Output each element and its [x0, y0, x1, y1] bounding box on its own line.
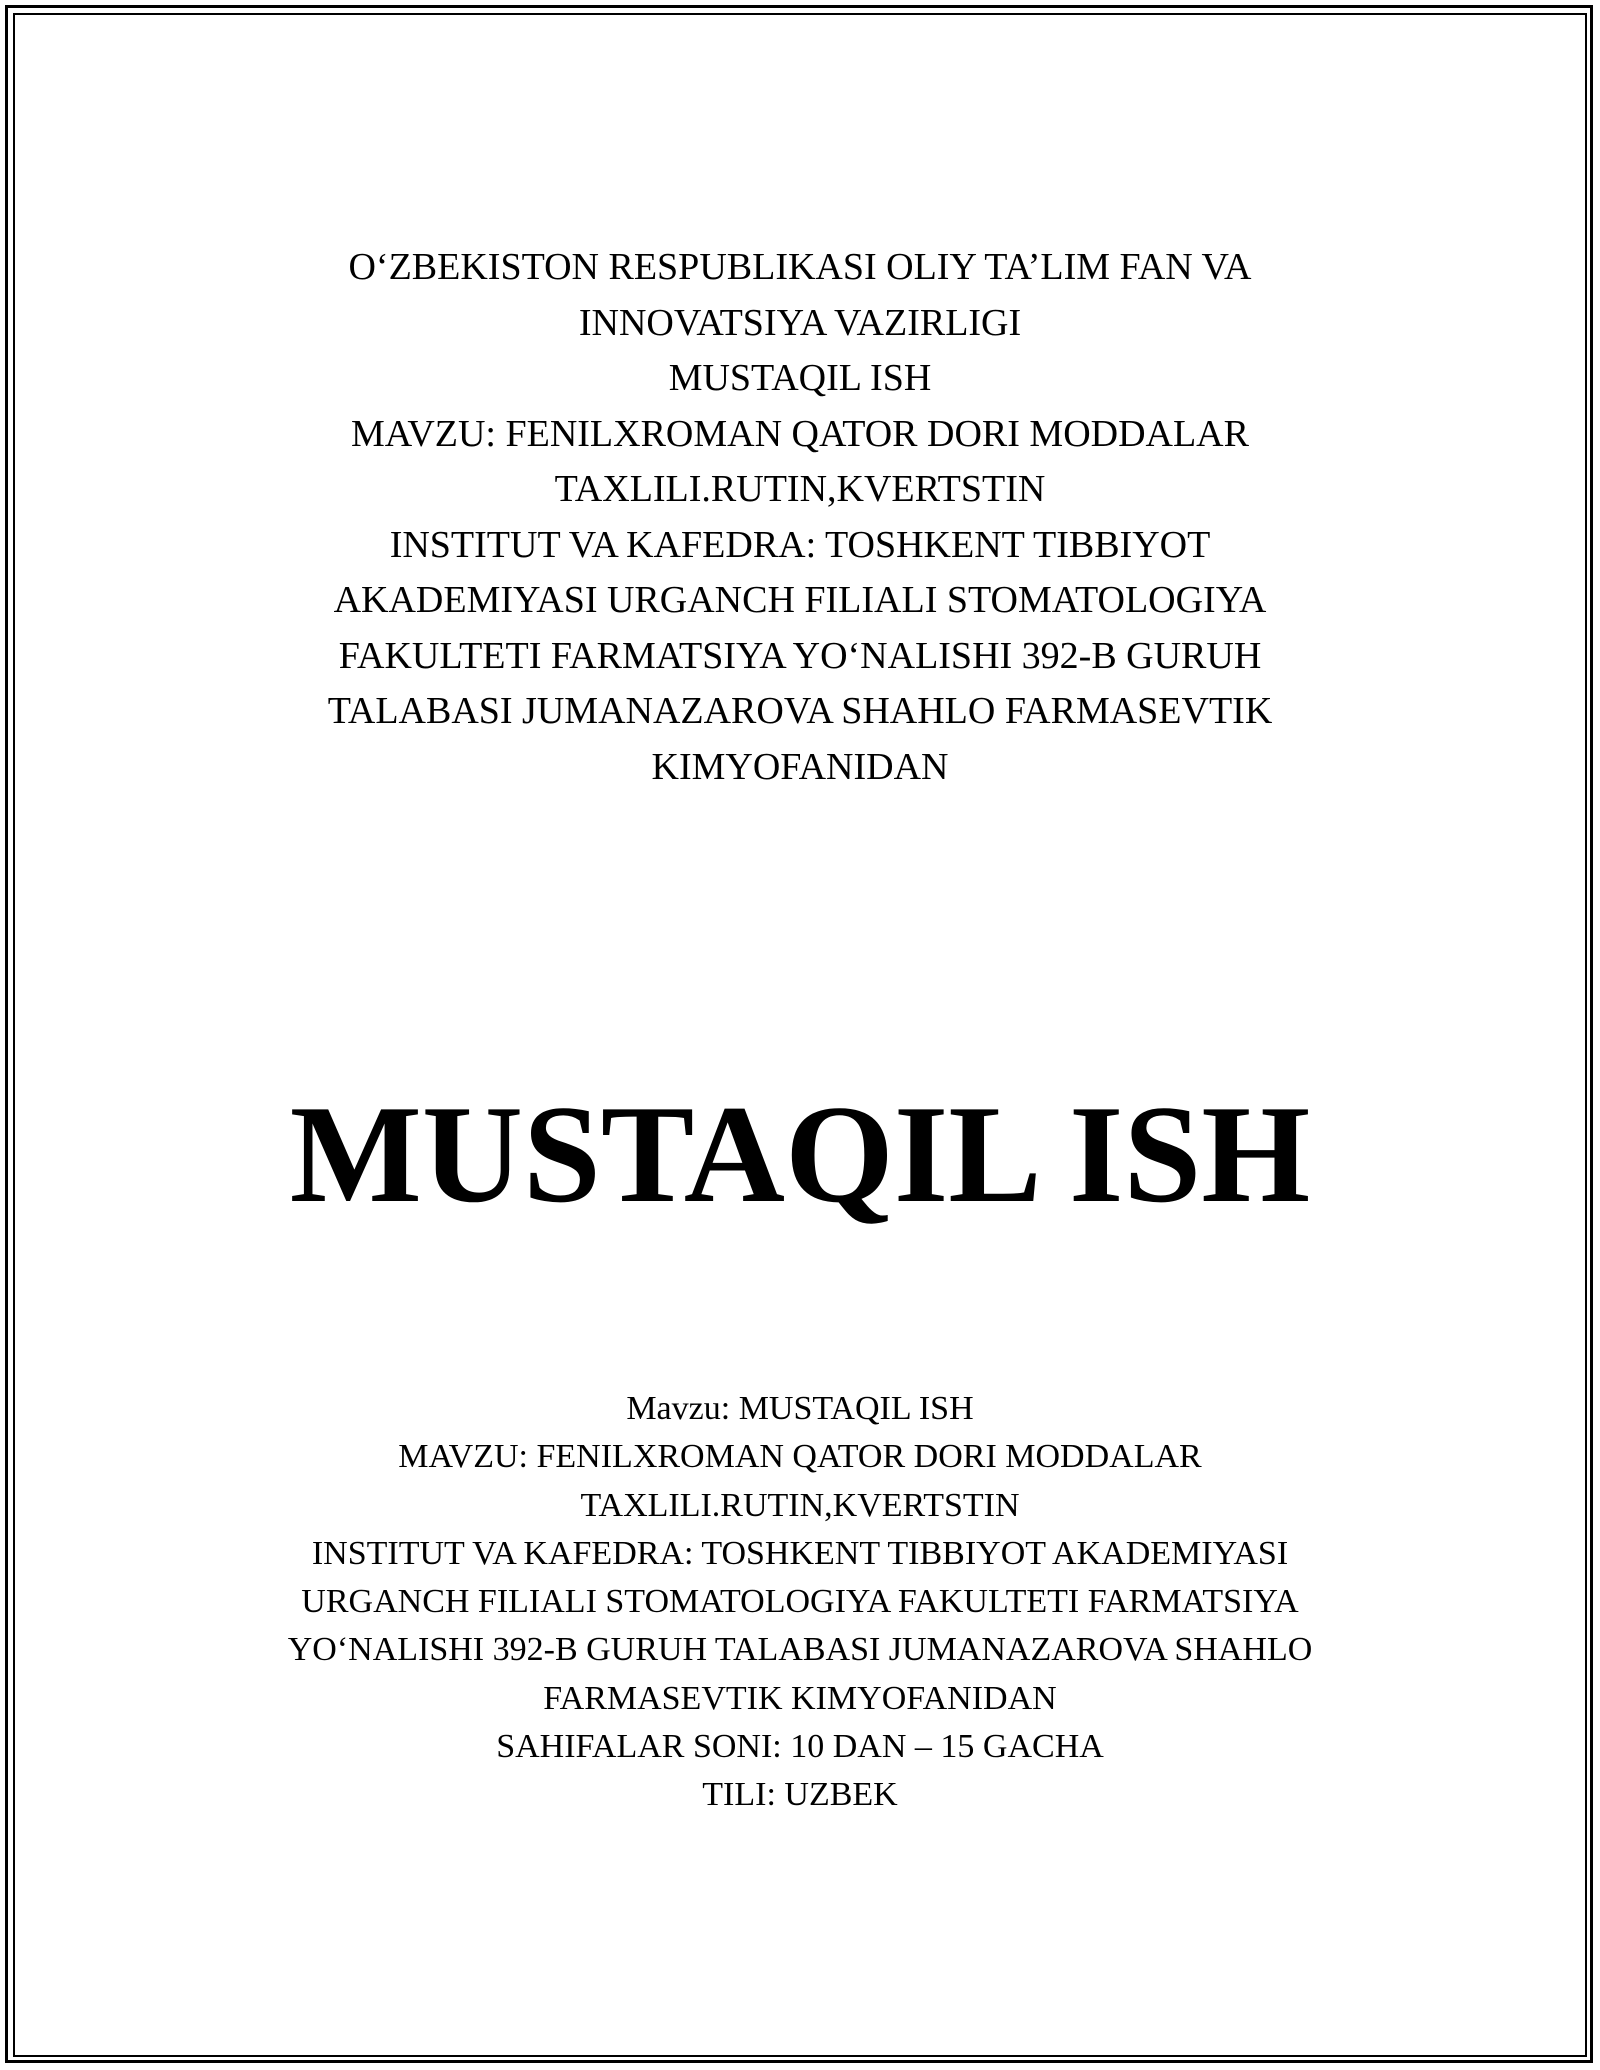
- details-line: FARMASEVTIK KIMYOFANIDAN: [543, 1679, 1057, 1717]
- header-line: FAKULTETI FARMATSIYA YO‘NALISHI 392-B GURUH: [338, 634, 1262, 677]
- header-line: INNOVATSIYA VAZIRLIGI: [578, 301, 1022, 344]
- header-line: INSTITUT VA KAFEDRA: TOSHKENT TIBBIYOT: [389, 523, 1211, 566]
- header-line: MUSTAQIL ISH: [668, 357, 932, 399]
- details-line: MAVZU: FENILXROMAN QATOR DORI MODDALAR: [398, 1438, 1202, 1476]
- details-line: INSTITUT VA KAFEDRA: TOSHKENT TIBBIYOT AKADEMIYASI: [311, 1534, 1289, 1572]
- header-line: TAXLILI.RUTIN,KVERTSTIN: [554, 468, 1046, 510]
- details-line: YO‘NALISHI 392-B GURUH TALABASI JUMANAZAROVA SHAHLO: [287, 1631, 1313, 1669]
- details-line: URGANCH FILIALI STOMATOLOGIYA FAKULTETI FARMATSIYA: [301, 1583, 1299, 1621]
- header-line: AKADEMIYASI URGANCH FILIALI STOMATOLOGIYA: [333, 579, 1267, 621]
- header-line: TALABASI JUMANAZAROVA SHAHLO FARMASEVTIK: [327, 690, 1273, 732]
- details-line: TILI: UZBEK: [702, 1776, 898, 1814]
- header-line: MAVZU: FENILXROMAN QATOR DORI MODDALAR: [351, 412, 1249, 455]
- details-line: TAXLILI.RUTIN,KVERTSTIN: [580, 1486, 1020, 1524]
- header-line: O‘ZBEKISTON RESPUBLIKASI OLIY TA’LIM FAN VA: [348, 246, 1252, 288]
- header-line: KIMYOFANIDAN: [651, 745, 949, 788]
- details-line: SAHIFALAR SONI: 10 DAN – 15 GACHA: [496, 1728, 1104, 1766]
- document-details: [0, 1385, 1600, 1820]
- document-title: MUSTAQIL ISH: [289, 1077, 1311, 1232]
- details-line: Mavzu: MUSTAQIL ISH: [626, 1390, 974, 1427]
- ministry-header: [0, 240, 1600, 795]
